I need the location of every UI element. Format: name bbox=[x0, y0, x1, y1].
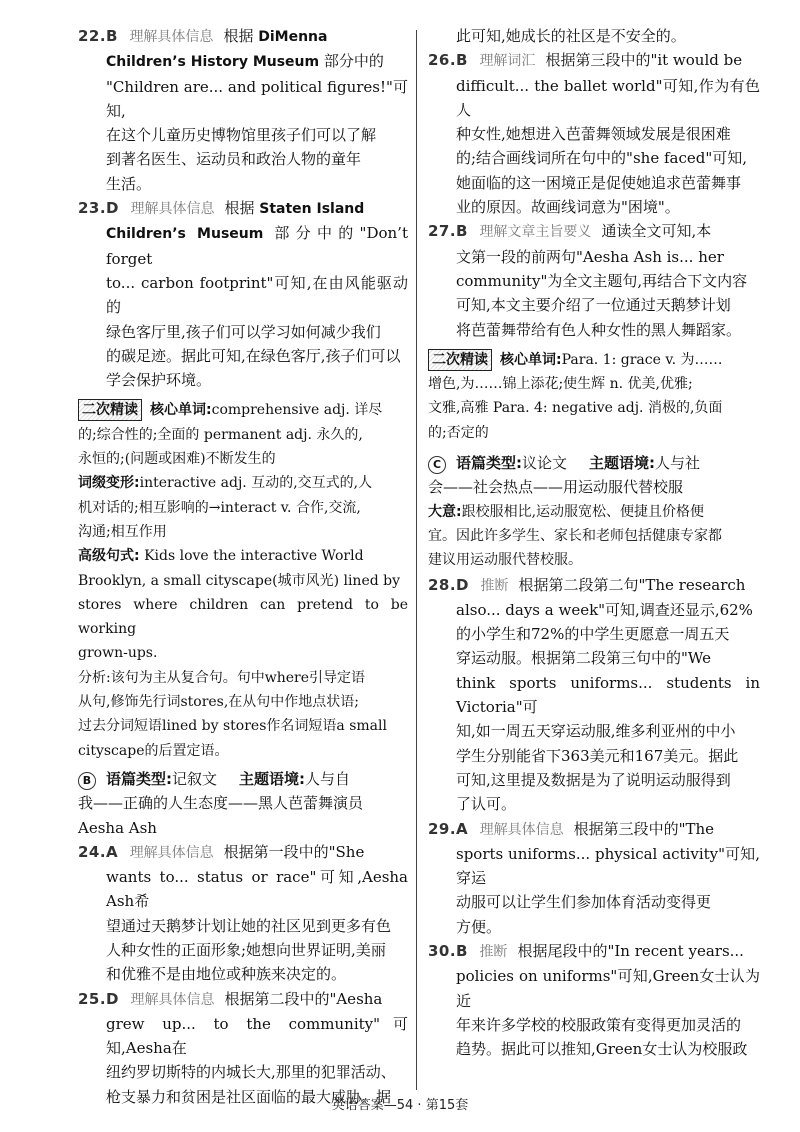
answer-letter: B bbox=[106, 27, 118, 45]
answer-23 bbox=[78, 196, 408, 392]
answer-letter: B bbox=[456, 222, 468, 241]
explanation-line: 趋势。据此可以推知,Green女士认为校服政 bbox=[456, 1040, 748, 1059]
explanation-line: 的小学生和72%的中学生更愿意一周五天 bbox=[456, 625, 730, 644]
answer-26 bbox=[428, 48, 760, 219]
museum-name: Children’s Museum bbox=[106, 226, 264, 243]
explanation-line: 可知,本文主要介绍了一位通过天鹅梦计划 bbox=[456, 296, 731, 315]
explanation-line: grew up... to the community"可知,Aesha在 bbox=[106, 1014, 408, 1058]
explanation-line: 到著名医生、运动员和政治人物的童年 bbox=[106, 150, 362, 169]
question-type-tag: 推断 bbox=[479, 943, 508, 960]
type-label: 语篇类型: bbox=[456, 454, 522, 473]
answer-29 bbox=[428, 817, 760, 939]
answer-letter: A bbox=[106, 842, 118, 861]
explanation-text: 部分中的 bbox=[323, 52, 384, 71]
answer-27 bbox=[428, 219, 760, 341]
type-value: 记叙文 bbox=[172, 769, 218, 788]
vocab-line: 文雅,高雅 Para. 4: negative adj. 消极的,负面 bbox=[428, 400, 723, 417]
answer-28 bbox=[428, 573, 760, 817]
explanation-line: 望通过天鹅梦计划让她的社区见到更多有色 bbox=[106, 916, 392, 935]
second-reading-badge: 二次精读 bbox=[78, 399, 142, 421]
vocab-line: 机对话的;相互影响的→interact v. 合作,交流, bbox=[78, 499, 361, 516]
analysis-line: cityscape的后置定语。 bbox=[78, 742, 229, 759]
explanation-line: sports uniforms... physical activity"可知,穿运 bbox=[456, 844, 760, 888]
left-column bbox=[78, 24, 408, 1109]
explanation-line: 方便。 bbox=[456, 917, 502, 936]
explanation-line: 此可知,她成长的社区是不安全的。 bbox=[456, 27, 686, 45]
sentence-line: Brooklyn, a small cityscape(城市风光) lined by bbox=[78, 572, 401, 589]
passage-b-header bbox=[78, 767, 408, 840]
answer-number: 25. bbox=[78, 989, 107, 1008]
answer-30 bbox=[428, 939, 760, 1061]
answer-letter: D bbox=[106, 199, 119, 218]
answer-number: 30. bbox=[428, 941, 457, 960]
page-footer: 英语答案—54 · 第15套 bbox=[331, 1098, 469, 1113]
second-reading-section bbox=[78, 398, 408, 762]
type-value: 议论文 bbox=[522, 454, 568, 473]
theme-line: 我——正确的人生态度——黑人芭蕾舞演员 bbox=[78, 794, 364, 813]
answer-24 bbox=[78, 840, 408, 987]
answer-letter: B bbox=[456, 941, 468, 960]
explanation-line: 枪支暴力和贫困是社区面临的最大威胁。据 bbox=[106, 1087, 392, 1106]
explanation-line: 知,如一周五天穿运动服,维多利亚州的中小 bbox=[456, 722, 736, 741]
explanation-line: 学会保护环境。 bbox=[106, 371, 212, 390]
explanation-text: 通读全文可知,本 bbox=[601, 222, 712, 241]
museum-name: DiMenna bbox=[258, 29, 328, 45]
main-idea-text: 跟校服相比,运动服宽松、便捷且价格便 bbox=[461, 503, 705, 520]
main-idea-label: 大意: bbox=[428, 503, 462, 520]
type-label: 语篇类型: bbox=[106, 769, 172, 788]
theme-label: 主题语境: bbox=[239, 769, 306, 788]
explanation-line: 绿色客厅里,孩子们可以学习如何减少我们 bbox=[106, 322, 381, 341]
vocab-line: 永恒的;(问题或困难)不断发生的 bbox=[78, 451, 276, 468]
theme-line: Aesha Ash bbox=[78, 818, 157, 837]
vocab-text: Para. 1: grace v. 为…… bbox=[561, 351, 723, 368]
explanation-line: 生活。 bbox=[106, 174, 152, 193]
explanation-line: 学生分别能省下363美元和167美元。据此 bbox=[456, 746, 739, 765]
question-type-tag: 理解具体信息 bbox=[129, 29, 214, 45]
museum-name: Staten Island bbox=[259, 201, 365, 218]
vocab-text: interactive adj. 互动的,交互式的,人 bbox=[139, 475, 373, 492]
explanation-line: difficult... the ballet world"可知,作为有色人 bbox=[456, 76, 760, 119]
explanation-line: 了认可。 bbox=[456, 795, 517, 814]
explanation-text: 根据第二段中的"Aesha bbox=[224, 989, 383, 1008]
passage-c-header bbox=[428, 451, 760, 572]
core-words-label: 核心单词: bbox=[500, 351, 562, 368]
question-type-tag: 理解词汇 bbox=[479, 53, 536, 70]
vocab-line: 增色,为……锦上添花;使生辉 n. 优美,优雅; bbox=[428, 376, 693, 393]
answer-number: 26. bbox=[428, 51, 457, 70]
explanation-line: 穿运动服。根据第二段第三句中的"We bbox=[456, 649, 711, 668]
answer-letter: A bbox=[456, 819, 468, 838]
passage-c-circle: C bbox=[428, 456, 446, 474]
explanation-line: wants to... status or race"可知,Aesha Ash希 bbox=[106, 868, 408, 911]
explanation-line: 在这个儿童历史博物馆里孩子们可以了解 bbox=[106, 126, 377, 145]
main-idea-line: 宜。因此许多学生、家长和老师包括健康专家都 bbox=[428, 527, 722, 544]
explanation-line: think sports uniforms... students in Victoria"可 bbox=[456, 673, 760, 717]
explanation-line: 业的原因。故画线词意为"困境"。 bbox=[456, 198, 680, 217]
answer-letter: B bbox=[456, 51, 468, 70]
explanation-line bbox=[106, 221, 408, 271]
explanation-line: 她面临的这一困境正是促使她追求芭蕾舞事 bbox=[456, 173, 742, 192]
explanation-line: 年来许多学校的校服政策有变得更加灵活的 bbox=[456, 1015, 742, 1034]
explanation-line: policies on uniforms"可知,Green女士认为近 bbox=[456, 967, 760, 1010]
explanation-line: also... days a week"可知,调查还显示,62% bbox=[456, 600, 753, 619]
explanation-line: 的;结合画线词所在句中的"she faced"可知, bbox=[456, 149, 747, 168]
explanation-text: 根据第二段第二句"The research bbox=[518, 575, 746, 594]
explanation-line: "Children are... and political figures!"可知, bbox=[106, 77, 408, 120]
explanation-line: 可知,这里提及数据是为了说明运动服得到 bbox=[456, 770, 731, 789]
main-idea-line: 建议用运动服代替校服。 bbox=[428, 552, 582, 569]
explanation-line: 的碳足迹。据此可知,在绿色客厅,孩子们可以 bbox=[106, 346, 401, 365]
advanced-sentence-label: 高级句式: bbox=[78, 548, 140, 565]
explanation-text: 根据第三段中的"it would be bbox=[545, 51, 743, 70]
theme-line: 会——社会热点——用运动服代替校服 bbox=[428, 478, 684, 497]
museum-name: Children’s History Museum bbox=[106, 54, 320, 71]
vocab-text: comprehensive adj. 详尽 bbox=[211, 402, 383, 419]
explanation-line: 人种女性的正面形象;她想向世界证明,美丽 bbox=[106, 940, 386, 959]
question-type-tag: 理解具体信息 bbox=[130, 201, 215, 218]
answer-letter: D bbox=[456, 575, 469, 594]
analysis-line: 过去分词短语lined by stores作名词短语a small bbox=[78, 718, 387, 735]
explanation-line: 纽约罗切斯特的内城长大,那里的犯罪活动、 bbox=[106, 1063, 396, 1082]
passage-b-circle: B bbox=[78, 772, 96, 790]
explanation-line: 动服可以让学生们参加体育活动变得更 bbox=[456, 893, 712, 912]
sentence-line: stores where children can pretend to be working bbox=[78, 596, 408, 638]
theme-label: 主题语境: bbox=[589, 454, 656, 473]
explanation-line: 种女性,她想进入芭蕾舞领域发展是很困难 bbox=[456, 125, 731, 144]
vocab-line: 的;否定的 bbox=[428, 424, 489, 441]
explanation-line bbox=[106, 49, 408, 74]
analysis-line: 分析:该句为主从复合句。句中where引导定语 bbox=[78, 669, 365, 686]
affix-label: 词缀变形: bbox=[78, 475, 140, 492]
explanation-line: 和优雅不是由地位或种族来决定的。 bbox=[106, 965, 347, 984]
explanation-text: 根据第三段中的"The bbox=[573, 819, 715, 838]
explanation-line: 将芭蕾舞带给有色人种女性的黑人舞蹈家。 bbox=[456, 320, 742, 339]
answer-22 bbox=[78, 24, 408, 196]
vocab-line: 的;综合性的;全面的 permanent adj. 永久的, bbox=[78, 426, 363, 443]
answer-number: 28. bbox=[428, 575, 457, 594]
explanation-text: 部分中的"Don’t forget bbox=[106, 224, 408, 268]
explanation-text: 根据 bbox=[223, 27, 254, 45]
explanation-line: community"为全文主题句,再结合下文内容 bbox=[456, 271, 748, 290]
core-words-label: 核心单词: bbox=[150, 402, 212, 419]
question-type-tag: 推断 bbox=[480, 577, 509, 594]
theme-value: 人与社 bbox=[655, 454, 701, 473]
explanation-line: to... carbon footprint"可知,在由风能驱动的 bbox=[106, 273, 408, 317]
question-type-tag: 理解具体信息 bbox=[130, 991, 215, 1008]
explanation-text: 根据第一段中的"She bbox=[223, 842, 365, 861]
answer-number: 22. bbox=[78, 27, 107, 45]
explanation-text: 根据尾段中的"In recent years... bbox=[517, 941, 744, 960]
answer-number: 29. bbox=[428, 819, 457, 838]
answer-25 bbox=[78, 987, 408, 1109]
explanation-text: 根据 bbox=[224, 199, 255, 218]
right-column bbox=[428, 24, 760, 1061]
theme-value: 人与自 bbox=[305, 769, 351, 788]
answer-number: 24. bbox=[78, 842, 107, 861]
second-reading-section bbox=[428, 348, 760, 445]
sentence-text: Kids love the interactive World bbox=[144, 548, 364, 565]
answer-number: 27. bbox=[428, 222, 457, 241]
second-reading-badge: 二次精读 bbox=[428, 349, 492, 371]
question-type-tag: 理解文章主旨要义 bbox=[479, 224, 592, 241]
answer-25-continued bbox=[428, 24, 760, 48]
sentence-line: grown-ups. bbox=[78, 645, 158, 662]
answer-number: 23. bbox=[78, 199, 107, 218]
column-divider bbox=[416, 30, 417, 1090]
analysis-line: 从句,修饰先行词stores,在从句中作地点状语; bbox=[78, 694, 360, 711]
question-type-tag: 理解具体信息 bbox=[129, 844, 214, 861]
question-type-tag: 理解具体信息 bbox=[479, 821, 564, 838]
answer-letter: D bbox=[106, 989, 119, 1008]
vocab-line: 沟通;相互作用 bbox=[78, 523, 167, 540]
explanation-line: 文第一段的前两句"Aesha Ash is... her bbox=[456, 247, 724, 266]
